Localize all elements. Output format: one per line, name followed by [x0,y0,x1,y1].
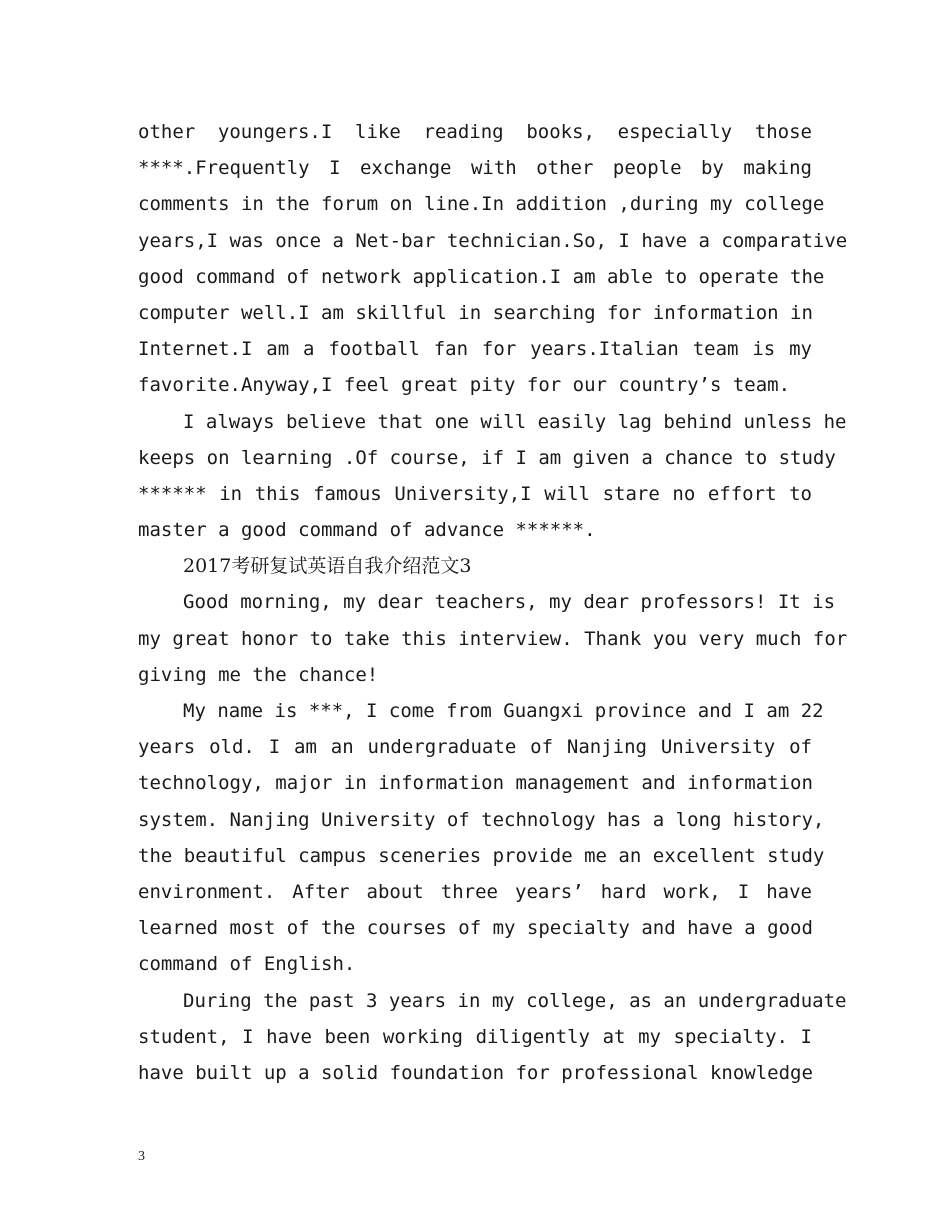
paragraph-line: ****** in this famous University,I will stare no effort to [138,482,812,505]
paragraph [138,983,847,1092]
paragraph-line: student, I have been working diligently at my specialty. I [138,1025,812,1048]
paragraph [138,584,848,693]
paragraph-line: giving me the chance! [138,663,379,686]
paragraph-line: my great honor to take this interview. Thank you very much for [138,627,848,650]
paragraph-line: My name is ***, I come from Guangxi province and I am 22 [183,700,824,722]
document-body [138,114,848,1091]
paragraph [138,114,848,404]
paragraph-line: other youngers.I like reading books, especially those [138,121,812,143]
paragraph-line: system. Nanjing University of technology has a long history, [138,808,825,831]
paragraph-line: the beautiful campus sceneries provide me an excellent study [138,844,825,867]
paragraph [138,693,825,983]
paragraph-line: Internet.I am a football fan for years.Italian team is my [138,338,812,361]
paragraph-line: favorite.Anyway,I feel great pity for our country’s team. [138,374,791,397]
paragraph-line: keeps on learning .Of course, if I am given a chance to study [138,446,836,469]
paragraph-line: good command of network application.I am able to operate the [138,265,825,288]
paragraph-line: During the past 3 years in my college, as an undergraduate [183,989,847,1012]
paragraph-line: command of English. [138,953,356,976]
paragraph-line: years,I was once a Net-bar technician.So, I have a comparative [138,229,848,252]
paragraph-line: Good morning, my dear teachers, my dear professors! It is [183,591,836,614]
paragraph-line: technology, major in information management and information [138,772,813,795]
paragraph-line: years old. I am an undergraduate of Nanjing University of [138,736,812,759]
page-number: 3 [138,1149,145,1164]
paragraph-line: computer well.I am skillful in searching for information in [138,301,813,324]
heading-text: 2017考研复试英语自我介绍范文3 [183,555,472,578]
paragraph-line: comments in the forum on line.In addition ,during my college [138,193,825,216]
section-heading [138,548,812,584]
paragraph-line: have built up a solid foundation for professional knowledge [138,1061,813,1084]
paragraph-line: learned most of the courses of my specialty and have a good [138,917,813,940]
paragraph-line: I always believe that one will easily lag behind unless he [183,410,847,433]
paragraph-line: ****.Frequently I exchange with other people by making [138,157,812,180]
paragraph-line: environment. After about three years’ hard work, I have [138,880,812,903]
paragraph-line: master a good command of advance ******. [138,519,596,542]
paragraph [138,404,847,549]
